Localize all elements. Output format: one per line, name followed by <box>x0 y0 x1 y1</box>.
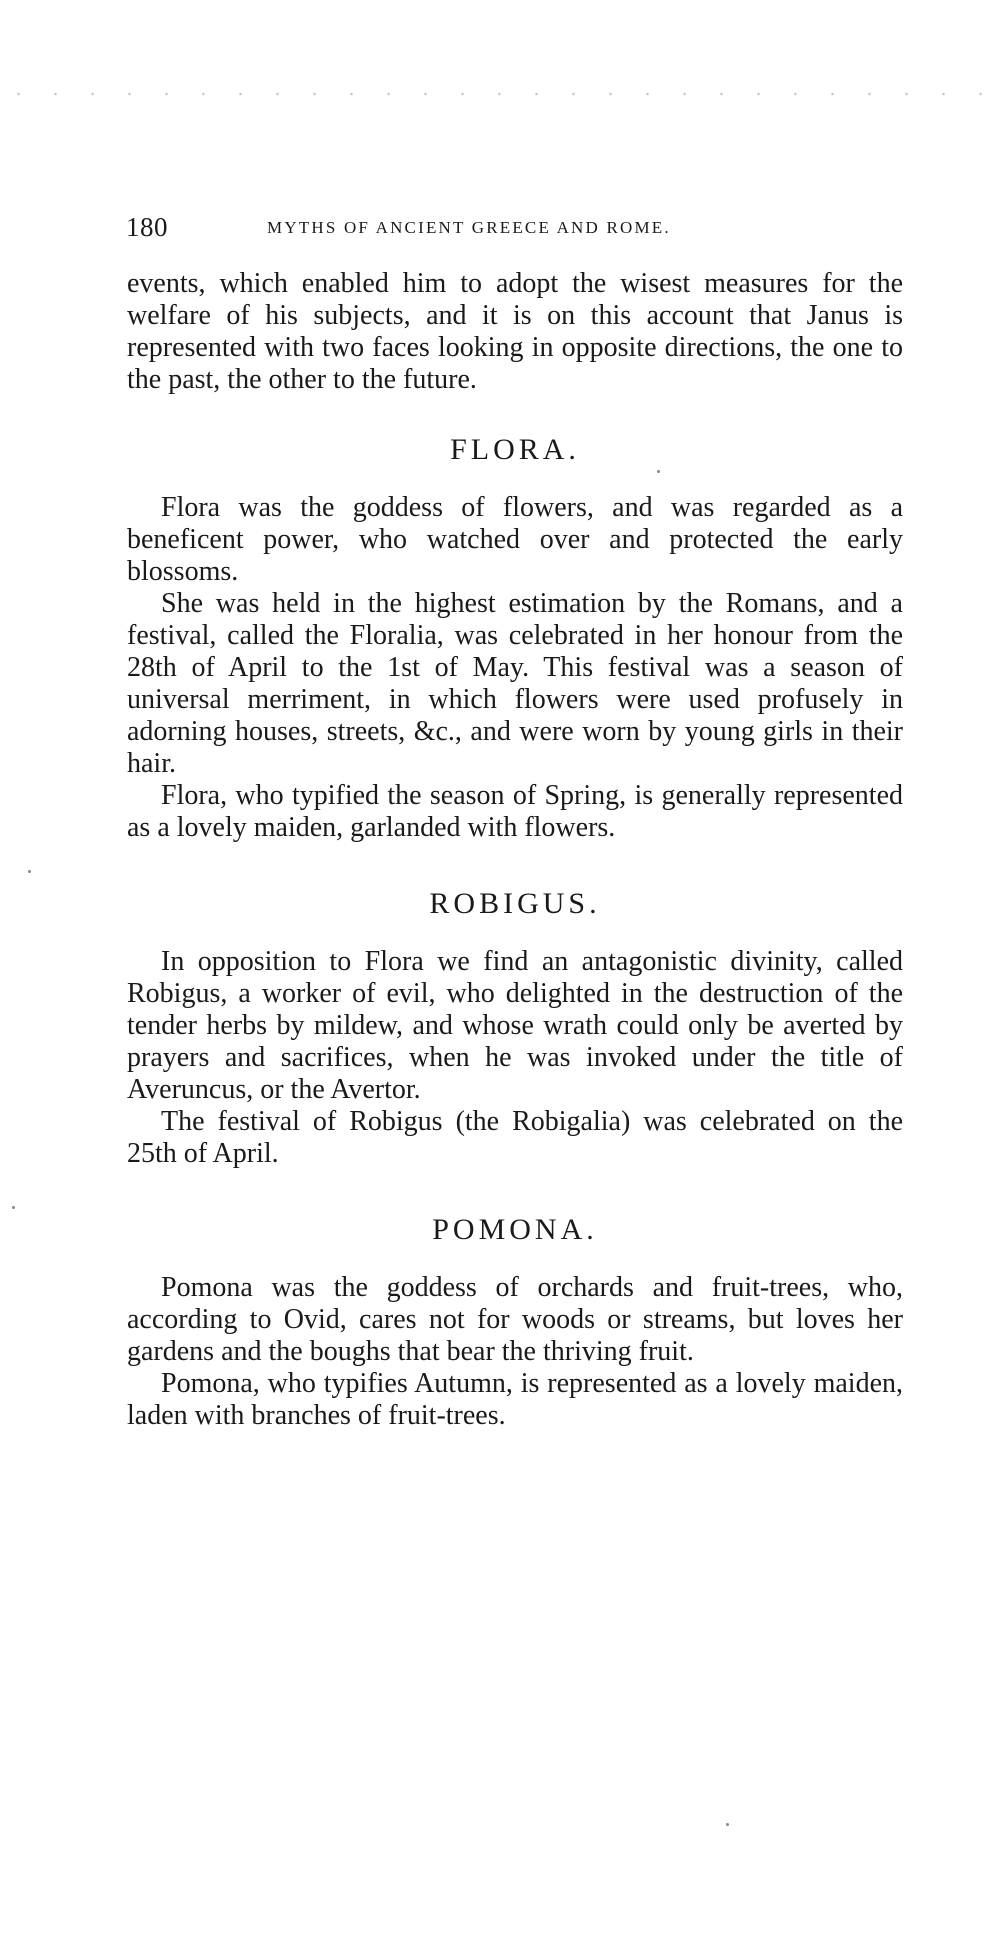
page-header <box>126 212 906 246</box>
page-body <box>127 268 903 1432</box>
pomona-paragraph-2: Pomona, who typifies Autumn, is represented as a lovely maiden, laden with branches of fruit-trees. <box>127 1368 903 1431</box>
pomona-paragraph-1: Pomona was the goddess of orchards and fruit-trees, who, according to Ovid, cares not for woods or streams, but loves her gardens and the boughs that bear the thriving fruit. <box>127 1272 903 1367</box>
section-heading-pomona: POMONA. <box>432 1213 598 1246</box>
scan-noise-line <box>0 92 1000 96</box>
scan-speck <box>28 870 31 873</box>
robigus-paragraph-2: The festival of Robigus (the Robigalia) was celebrated on the 25th of April. <box>127 1106 903 1169</box>
flora-paragraph-2: She was held in the highest estimation by the Romans, and a festival, called the Floralia, was celebrated in her honour from the 28th of April to the 1st of May. This festival was a season of universal merriment, in which flowers were used profusely in adorning houses, streets, &c., and were worn by young girls in their hair. <box>127 588 903 779</box>
intro-paragraph: events, which enabled him to adopt the wisest measures for the welfare of his subjects, and it is on this account that Janus is represented with two faces looking in opposite directions, the one to the past, the other to the future. <box>127 268 903 395</box>
running-title: MYTHS OF ANCIENT GREECE AND ROME. <box>267 218 671 237</box>
robigus-paragraph-1: In opposition to Flora we find an antagonistic divinity, called Robigus, a worker of evil, who delighted in the destruction of the tender herbs by mildew, and whose wrath could only be averted by prayers and sacrifices, when he was invoked under the title of Averuncus, or the Avertor. <box>127 946 903 1105</box>
section-heading-robigus: ROBIGUS. <box>429 887 601 920</box>
flora-paragraph-1: Flora was the goddess of flowers, and was regarded as a beneficent power, who watched over and protected the early blossoms. <box>127 492 903 587</box>
scan-speck <box>726 1823 729 1826</box>
page-number: 180 <box>126 212 168 242</box>
flora-paragraph-3: Flora, who typified the season of Spring, is generally represented as a lovely maiden, garlanded with flowers. <box>127 780 903 843</box>
section-heading-flora: FLORA. <box>450 433 580 466</box>
scan-speck <box>657 470 660 473</box>
scan-speck <box>12 1206 15 1209</box>
